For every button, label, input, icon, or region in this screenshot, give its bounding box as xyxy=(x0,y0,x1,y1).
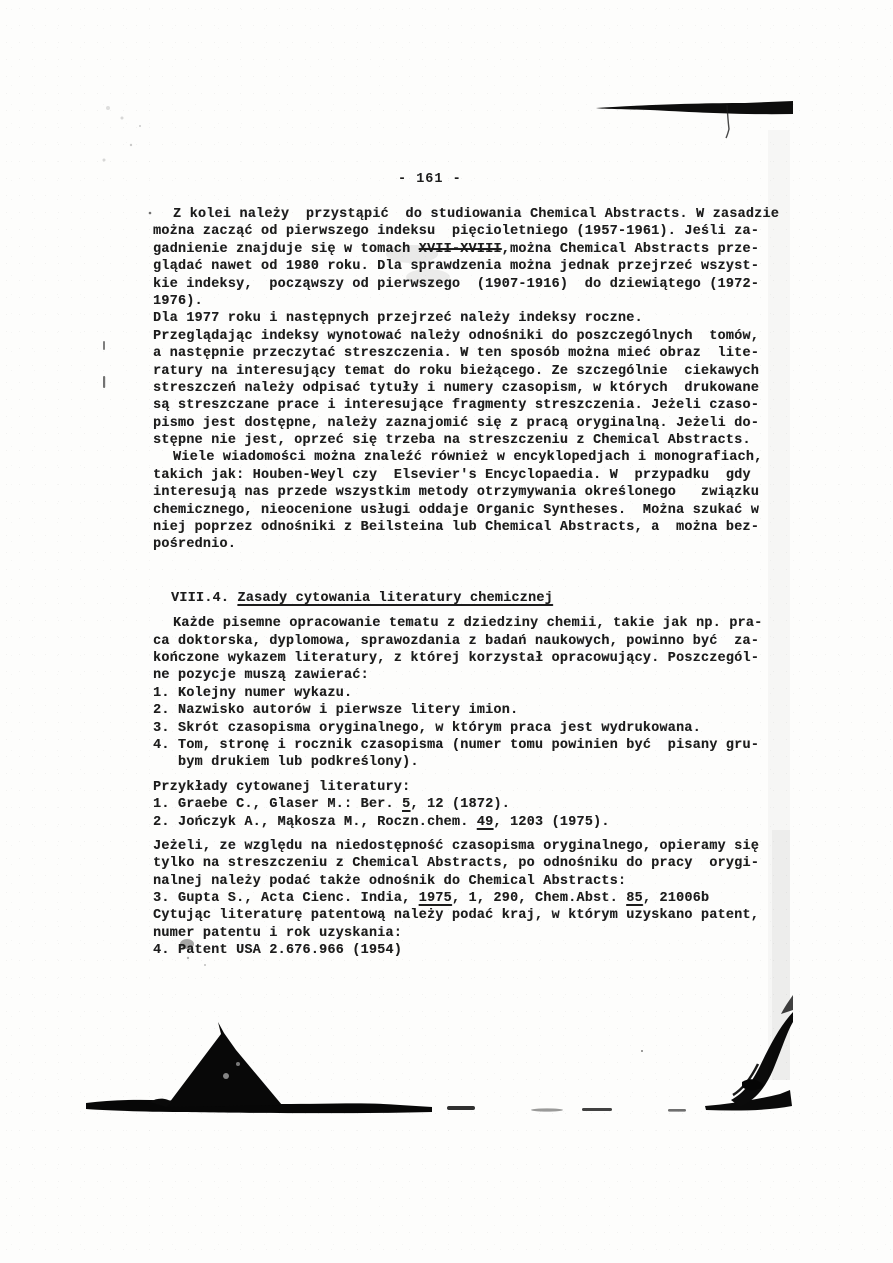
text-line xyxy=(153,615,813,632)
text-segment: gadnienie znajduje się w tomach xyxy=(153,241,419,257)
text-line xyxy=(153,276,813,293)
artifact-bottom-right-band xyxy=(705,1090,792,1111)
artifact-triangle-blot xyxy=(166,1022,282,1107)
text-line xyxy=(153,345,813,362)
text-segment: streszczeń należy odpisać tytuły i numery czasopism, w których drukowane xyxy=(153,380,759,396)
paragraph xyxy=(153,449,813,553)
text-line xyxy=(153,907,813,924)
page-number: - 161 - xyxy=(398,172,462,187)
text-line xyxy=(153,890,813,907)
text-segment: takich jak: Houben-Weyl czy Elsevier's Encyclopaedia. W przypadku gdy xyxy=(153,467,751,483)
text-segment: 1. Graebe C., Glaser M.: Ber. xyxy=(153,797,403,813)
text-segment: Dla 1977 roku i następnych przejrzeć należy indeksy roczne. xyxy=(153,311,643,327)
text-segment: 2. Jończyk A., Mąkosza M., Roczn.chem. xyxy=(153,814,477,830)
text-segment: , 12 (1872). xyxy=(410,797,510,813)
text-segment: Jeżeli, ze względu na niedostępność czasopisma oryginalnego, opieramy się xyxy=(153,838,759,854)
text-line xyxy=(153,449,813,466)
text-segment: niej poprzez odnośniki z Beilsteina lub Chemical Abstracts, a można bez- xyxy=(153,520,759,536)
text-segment: stępne nie jest, oprzeć się trzeba na streszczeniu z Chemical Abstracts. xyxy=(153,433,751,449)
text-line xyxy=(153,484,813,501)
text-segment: Przeglądając indeksy wynotować należy odnośniki do poszczególnych tomów, xyxy=(153,328,759,344)
text-line xyxy=(153,258,813,275)
text-line xyxy=(153,702,813,719)
paragraph xyxy=(153,779,813,831)
text-segment: ne pozycje muszą zawierać: xyxy=(153,668,369,684)
text-segment: 2. Nazwisko autorów i pierwsze litery imion. xyxy=(153,703,519,719)
text-segment: Wiele wiadomości można znaleźć również w encyklopedjach i monografiach, xyxy=(173,450,763,466)
text-line xyxy=(153,925,813,942)
text-line xyxy=(153,838,813,855)
text-line xyxy=(153,293,813,310)
text-segment: , 1203 (1975). xyxy=(493,814,610,830)
text-segment: ratury na interesujący temat do roku bieżącego. Ze szczególnie ciekawych xyxy=(153,363,759,379)
text-segment: 4. Tom, stronę i rocznik czasopisma (numer tomu powinien być pisany gru- xyxy=(153,737,759,753)
text-line xyxy=(153,206,813,223)
text-line xyxy=(153,685,813,702)
text-line xyxy=(153,720,813,737)
text-line xyxy=(153,310,813,327)
text-segment: a następnie przeczytać streszczenia. W ten sposób można mieć obraz lite- xyxy=(153,346,759,362)
text-segment: numer patentu i rok uzyskania: xyxy=(153,925,403,941)
text-line xyxy=(153,415,813,432)
text-segment: 3. Gupta S., Acta Cienc. India, xyxy=(153,891,419,907)
text-segment: tylko na streszczeniu z Chemical Abstracts, po odnośniku do pracy orygi- xyxy=(153,856,759,872)
text-segment: 1. Kolejny numer wykazu. xyxy=(153,685,353,701)
text-segment: bym drukiem lub podkreślony). xyxy=(153,755,419,771)
text-line xyxy=(153,397,813,414)
text-line xyxy=(153,633,813,650)
text-segment: kończone wykazem literatury, z której korzystał opracowujący. Poszczegól- xyxy=(153,650,759,666)
text-segment: Przykłady cytowanej literatury: xyxy=(153,779,411,795)
text-segment: 49 xyxy=(476,814,494,830)
text-line xyxy=(153,754,813,771)
artifact-top-band xyxy=(596,101,793,114)
paragraph xyxy=(153,615,813,685)
section-heading xyxy=(171,590,813,607)
text-line xyxy=(153,814,813,831)
text-line xyxy=(153,363,813,380)
text-line xyxy=(153,737,813,754)
text-segment: 1975 xyxy=(418,891,452,907)
text-segment: ca doktorska, dyplomowa, sprawozdania z badań naukowych, powinno być za- xyxy=(153,633,759,649)
text-line xyxy=(153,779,813,796)
text-segment: Cytując literaturę patentową należy podać kraj, w którym uzyskano patent, xyxy=(153,908,759,924)
text-line xyxy=(153,467,813,484)
text-segment: 5 xyxy=(402,797,411,813)
artifact-top-crack xyxy=(726,105,729,138)
text-line xyxy=(153,942,813,959)
paragraph xyxy=(153,206,813,310)
text-line xyxy=(153,855,813,872)
text-segment: są streszczane prace i interesujące fragmenty streszczenia. Jeżeli czaso- xyxy=(153,398,759,414)
text-segment: można zacząć od pierwszego indeksu pięcioletniego (1957-1961). Jeśli za- xyxy=(153,224,759,240)
text-line xyxy=(153,873,813,890)
text-line xyxy=(153,519,813,536)
text-segment: Zasady cytowania literatury chemicznej xyxy=(237,590,553,606)
text-line xyxy=(153,328,813,345)
text-segment: ,można Chemical Abstracts prze- xyxy=(501,241,760,257)
text-line xyxy=(153,432,813,449)
text-line xyxy=(153,241,813,258)
text-segment: kie indeksy, począwszy od pierwszego (1907-1916) do dziewiątego (1972- xyxy=(153,276,759,292)
text-line xyxy=(153,223,813,240)
text-segment: pośrednio. xyxy=(153,537,237,553)
text-line xyxy=(153,380,813,397)
text-segment: XVII-XVIII xyxy=(418,241,502,257)
text-line xyxy=(153,502,813,519)
text-segment: , 21006b xyxy=(642,891,710,907)
text-line xyxy=(153,667,813,684)
text-segment: Z kolei należy przystąpić do studiowania Chemical Abstracts. W zasadzie xyxy=(173,207,779,222)
text-segment: 1976). xyxy=(153,293,203,309)
artifact-corner-smudge xyxy=(731,1012,793,1107)
numbered-list xyxy=(153,685,813,772)
text-segment: chemicznego, nieocenione usługi oddaje Organic Syntheses. Można szukać w xyxy=(153,502,759,518)
text-segment: interesują nas przede wszystkim metody otrzymywania określonego związku xyxy=(153,485,759,501)
text-segment: , 1, 290, Chem.Abst. xyxy=(451,891,627,907)
text-segment: nalnej należy podać także odnośnik do Chemical Abstracts: xyxy=(153,873,627,889)
text-segment: 3. Skrót czasopisma oryginalnego, w którym praca jest wydrukowana. xyxy=(153,720,701,736)
text-line xyxy=(153,650,813,667)
text-line xyxy=(171,590,813,607)
text-segment: 85 xyxy=(626,891,643,907)
document-body xyxy=(153,206,813,960)
artifact-bottom-band xyxy=(86,1100,432,1113)
paragraph xyxy=(153,310,813,327)
text-segment: 4. Patent USA 2.676.966 (1954) xyxy=(153,943,403,959)
text-segment: Każde pisemne opracowanie tematu z dziedziny chemii, takie jak np. pra- xyxy=(173,616,763,632)
text-segment: VIII.4. xyxy=(171,590,238,606)
paragraph xyxy=(153,838,813,960)
text-line xyxy=(153,536,813,553)
paragraph xyxy=(153,328,813,450)
text-segment: pismo jest dostępne, należy zaznajomić się z pracą oryginalną. Jeżeli do- xyxy=(153,415,759,431)
text-line xyxy=(153,796,813,813)
text-segment: glądać nawet od 1980 roku. Dla sprawdzenia można jednak przejrzeć wszyst- xyxy=(153,259,759,275)
